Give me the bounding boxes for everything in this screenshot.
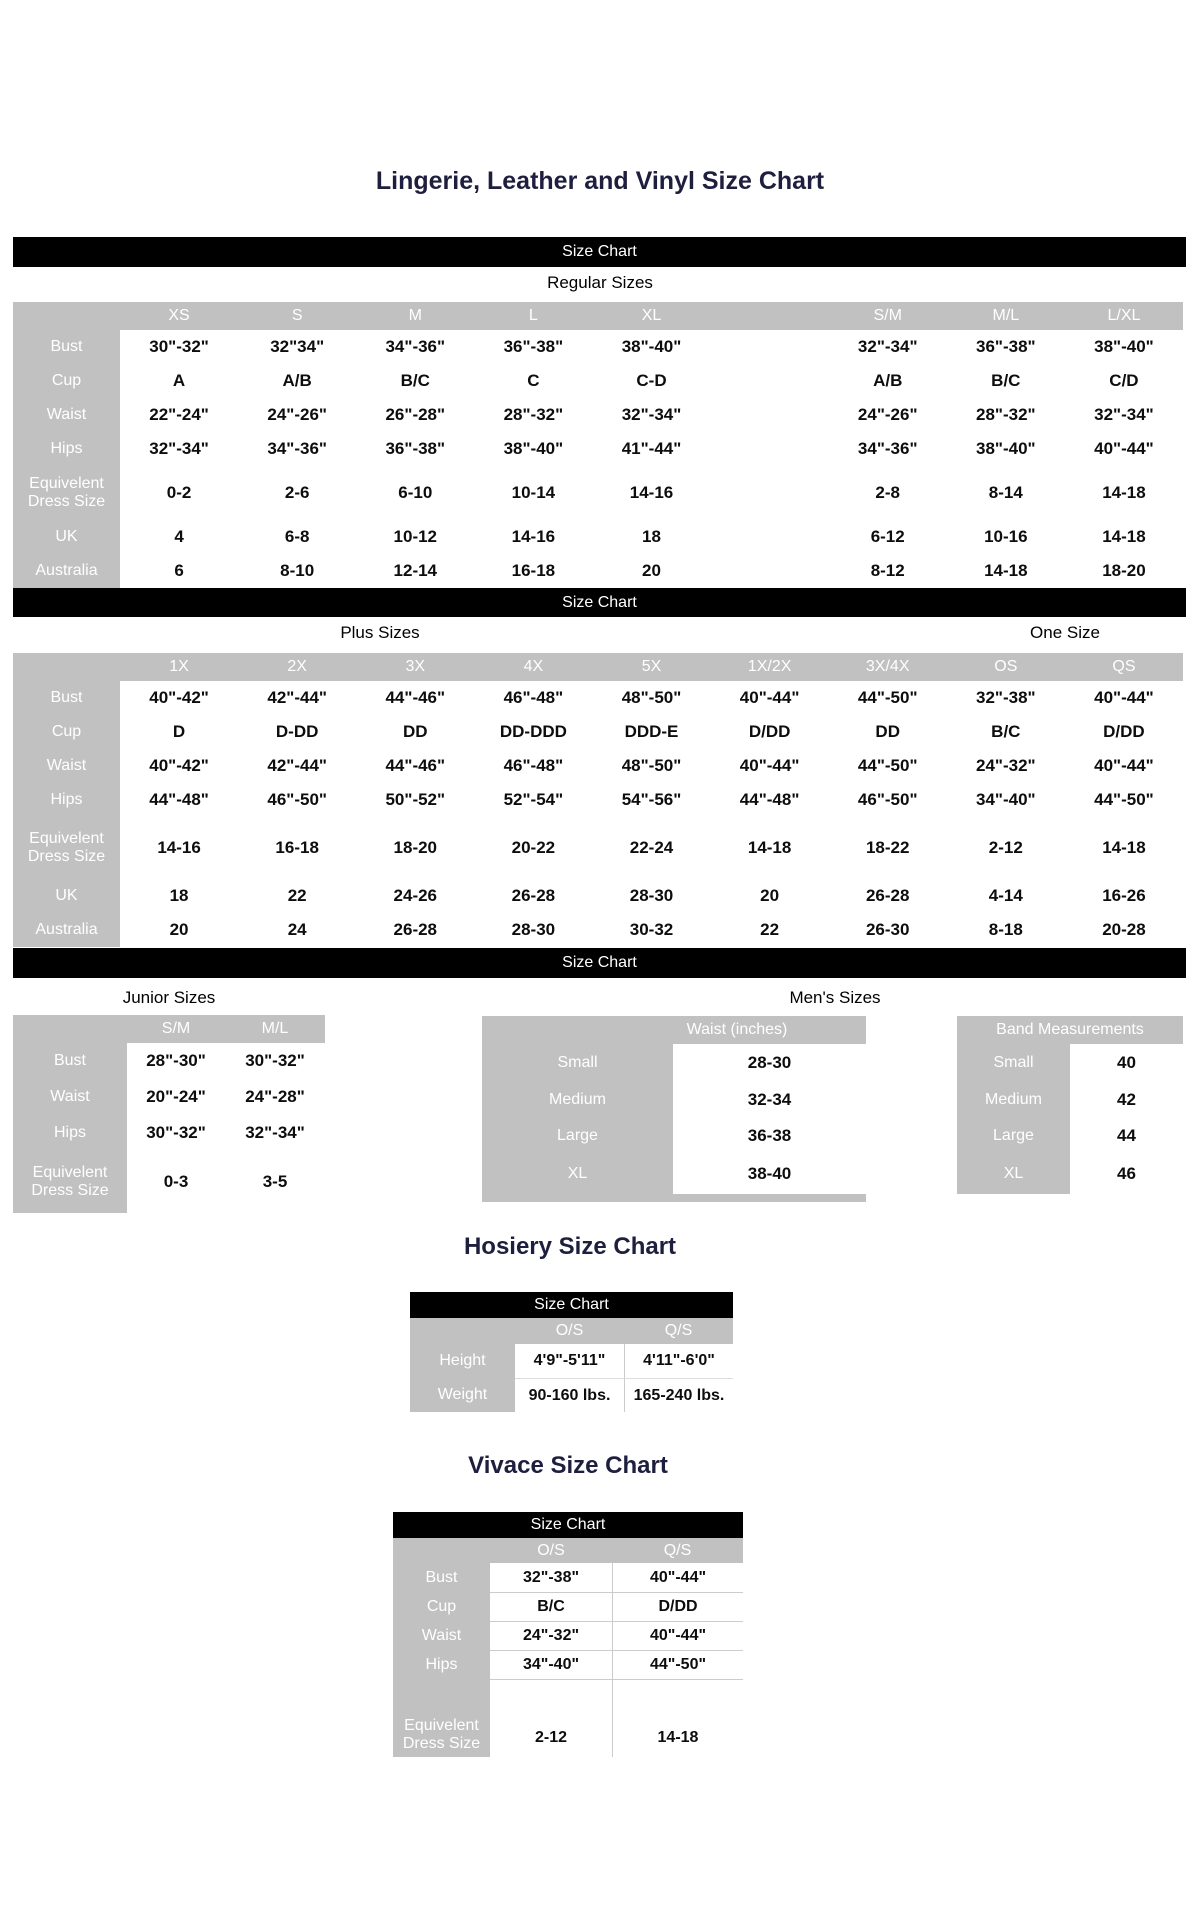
cell: 0-3 <box>127 1151 225 1213</box>
page-title: Lingerie, Leather and Vinyl Size Chart <box>375 167 825 195</box>
cell: 32"34" <box>238 330 356 364</box>
cell: 22"-24" <box>120 398 238 432</box>
cell: 38-40 <box>673 1154 866 1194</box>
mens-waist-table <box>482 1016 866 1202</box>
cell: 14-16 <box>592 466 710 520</box>
table-row <box>13 554 1183 588</box>
cell: 36"-38" <box>356 432 474 466</box>
cell: 46 <box>1070 1154 1183 1194</box>
cell <box>711 330 829 364</box>
mens-waist-header: Waist (inches) <box>686 1021 788 1038</box>
table-header-row <box>13 653 1183 681</box>
plus-sizes-table <box>13 653 1183 947</box>
cell: 28"-30" <box>127 1043 225 1079</box>
row-label: Small <box>993 1054 1034 1071</box>
cell: 18-22 <box>829 817 947 879</box>
table-row <box>13 466 1183 520</box>
table-row <box>13 681 1183 715</box>
cell: 36"-38" <box>947 330 1065 364</box>
column-header: M <box>356 302 474 330</box>
cell: 10-12 <box>356 520 474 554</box>
cell: D/DD <box>711 715 829 749</box>
cell: 16-18 <box>474 554 592 588</box>
cell: 0-2 <box>120 466 238 520</box>
column-header: 1X/2X <box>711 653 829 681</box>
cell: 38"-40" <box>947 432 1065 466</box>
cell <box>711 398 829 432</box>
row-label: Equivelent Dress Size <box>393 1679 490 1757</box>
cell: D-DD <box>238 715 356 749</box>
table-row <box>13 520 1183 554</box>
cell: B/C <box>356 364 474 398</box>
cell: 28-30 <box>592 879 710 913</box>
cell: 14-16 <box>474 520 592 554</box>
cell: A <box>120 364 238 398</box>
cell: 30"-32" <box>225 1043 325 1079</box>
row-label: Large <box>557 1127 598 1144</box>
cell: 32"-34" <box>225 1115 325 1151</box>
cell: 8-18 <box>947 913 1065 947</box>
cell <box>711 466 829 520</box>
cell: 8-10 <box>238 554 356 588</box>
column-header: 4X <box>474 653 592 681</box>
table-header-row <box>410 1318 733 1344</box>
cell: 90-160 lbs. <box>515 1378 624 1412</box>
table-row <box>13 817 1183 879</box>
cell: 54"-56" <box>592 783 710 817</box>
cell: 4'9"-5'11" <box>515 1344 624 1378</box>
column-header: S <box>238 302 356 330</box>
cell: 28-30 <box>673 1044 866 1082</box>
cell: 26-28 <box>474 879 592 913</box>
cell: 38"-40" <box>592 330 710 364</box>
cell: 32"-38" <box>947 681 1065 715</box>
cell: 20 <box>711 879 829 913</box>
row-label: Hips <box>13 432 120 466</box>
cell: 3-5 <box>225 1151 325 1213</box>
cell: 165-240 lbs. <box>624 1378 733 1412</box>
cell: DD <box>829 715 947 749</box>
table-row <box>957 1082 1183 1118</box>
plus-sizes-section-label: Plus Sizes <box>340 623 420 642</box>
cell: 34"-36" <box>238 432 356 466</box>
row-label: Cup <box>393 1592 490 1621</box>
cell: 24"-32" <box>490 1621 612 1650</box>
table-header-row <box>13 1015 325 1043</box>
cell: 6-12 <box>829 520 947 554</box>
cell <box>711 432 829 466</box>
cell: 32-34 <box>673 1082 866 1118</box>
cell: 20-22 <box>474 817 592 879</box>
column-header: QS <box>1065 653 1183 681</box>
row-label: Waist <box>13 1079 127 1115</box>
cell: 28-30 <box>474 913 592 947</box>
cell: 2-8 <box>829 466 947 520</box>
cell: 34"-40" <box>490 1650 612 1679</box>
cell: C/D <box>1065 364 1183 398</box>
column-header: M/L <box>947 302 1065 330</box>
cell: 36-38 <box>673 1118 866 1154</box>
cell: 40"-42" <box>120 681 238 715</box>
cell: 30"-32" <box>120 330 238 364</box>
cell: 38"-40" <box>1065 330 1183 364</box>
row-label: Hips <box>13 1115 127 1151</box>
column-header: L/XL <box>1065 302 1183 330</box>
size-chart-bar: Size Chart <box>13 948 1186 978</box>
hosiery-title: Hosiery Size Chart <box>463 1233 677 1260</box>
cell: 44"-46" <box>356 749 474 783</box>
cell: 22 <box>238 879 356 913</box>
mens-sizes-section-label: Men's Sizes <box>789 988 881 1007</box>
cell: DD-DDD <box>474 715 592 749</box>
column-header: S/M <box>127 1015 225 1043</box>
cell: 44"-50" <box>829 681 947 715</box>
cell: 10-14 <box>474 466 592 520</box>
cell: 26-30 <box>829 913 947 947</box>
table-row <box>482 1154 866 1194</box>
cell: 12-14 <box>356 554 474 588</box>
row-label: Waist <box>13 398 120 432</box>
column-header: 5X <box>592 653 710 681</box>
cell: 40"-44" <box>711 749 829 783</box>
cell: 4 <box>120 520 238 554</box>
table-row <box>393 1563 743 1592</box>
cell: 28"-32" <box>947 398 1065 432</box>
cell: B/C <box>490 1592 612 1621</box>
cell: 34"-36" <box>829 432 947 466</box>
table-row <box>13 398 1183 432</box>
table-row <box>393 1679 743 1757</box>
row-label: Hips <box>13 783 120 817</box>
cell: 40"-42" <box>120 749 238 783</box>
cell: 2-6 <box>238 466 356 520</box>
column-header: L <box>474 302 592 330</box>
cell: A/B <box>238 364 356 398</box>
cell: 24"-28" <box>225 1079 325 1115</box>
table-header-row <box>393 1538 743 1563</box>
cell: 52"-54" <box>474 783 592 817</box>
cell: 24"-26" <box>238 398 356 432</box>
cell: 46"-48" <box>474 749 592 783</box>
table-row <box>410 1378 733 1412</box>
regular-sizes-section-label: Regular Sizes <box>547 273 653 292</box>
cell: 32"-34" <box>829 330 947 364</box>
row-label: UK <box>13 520 120 554</box>
row-label: Bust <box>13 681 120 715</box>
cell: 16-26 <box>1065 879 1183 913</box>
cell: 32"-38" <box>490 1563 612 1592</box>
column-header: 2X <box>238 653 356 681</box>
cell: 6-8 <box>238 520 356 554</box>
cell: B/C <box>947 715 1065 749</box>
cell: 32"-34" <box>592 398 710 432</box>
cell: 38"-40" <box>474 432 592 466</box>
cell: 40"-44" <box>612 1621 743 1650</box>
row-label: Small <box>557 1054 598 1071</box>
cell: 20 <box>120 913 238 947</box>
cell: 8-14 <box>947 466 1065 520</box>
regular-sizes-table <box>13 302 1183 588</box>
cell: 22 <box>711 913 829 947</box>
cell: 46"-50" <box>238 783 356 817</box>
cell: 14-18 <box>947 554 1065 588</box>
row-label: Waist <box>13 749 120 783</box>
table-row <box>393 1621 743 1650</box>
vivace-table <box>393 1512 743 1757</box>
cell: 44"-46" <box>356 681 474 715</box>
vivace-grid <box>393 1538 743 1757</box>
cell: 14-18 <box>1065 520 1183 554</box>
table-row <box>410 1344 733 1378</box>
column-header: Q/S <box>624 1318 733 1344</box>
cell: 30"-32" <box>127 1115 225 1151</box>
cell: 14-16 <box>120 817 238 879</box>
cell: 8-12 <box>829 554 947 588</box>
row-label: Bust <box>13 330 120 364</box>
table-row <box>13 330 1183 364</box>
cell: 34"-36" <box>356 330 474 364</box>
column-header: XL <box>592 302 710 330</box>
hosiery-grid <box>410 1318 733 1412</box>
cell: 44"-48" <box>711 783 829 817</box>
cell: 18 <box>592 520 710 554</box>
cell: 44"-48" <box>120 783 238 817</box>
cell: DDD-E <box>592 715 710 749</box>
row-label: Height <box>410 1344 515 1378</box>
cell: 42 <box>1070 1082 1183 1118</box>
row-label: Hips <box>393 1650 490 1679</box>
table-row <box>13 1043 325 1079</box>
junior-sizes-section-label: Junior Sizes <box>122 988 216 1007</box>
mens-band-table <box>957 1016 1183 1194</box>
row-label: Weight <box>410 1378 515 1412</box>
cell: 32"-34" <box>120 432 238 466</box>
row-label: Bust <box>393 1563 490 1592</box>
row-label: Equivelent Dress Size <box>13 466 120 520</box>
cell: 44"-50" <box>829 749 947 783</box>
table-header-row <box>13 302 1183 330</box>
table-row <box>957 1118 1183 1154</box>
cell: 42"-44" <box>238 749 356 783</box>
table-row <box>13 715 1183 749</box>
cell: 14-18 <box>612 1679 743 1757</box>
cell: 20-28 <box>1065 913 1183 947</box>
cell: 20 <box>592 554 710 588</box>
cell: 24"-26" <box>829 398 947 432</box>
row-label: Cup <box>13 364 120 398</box>
cell: A/B <box>829 364 947 398</box>
cell: 20"-24" <box>127 1079 225 1115</box>
column-header: O/S <box>490 1538 612 1563</box>
cell: 26-28 <box>356 913 474 947</box>
table-row <box>13 1151 325 1213</box>
column-header: O/S <box>515 1318 624 1344</box>
plus-one-size-label-row <box>0 622 1200 646</box>
junior-mens-label-row <box>0 987 1200 1011</box>
cell: 16-18 <box>238 817 356 879</box>
cell: 44"-50" <box>1065 783 1183 817</box>
junior-sizes-table <box>13 1015 325 1213</box>
cell: 44"-50" <box>612 1650 743 1679</box>
cell: 32"-34" <box>1065 398 1183 432</box>
cell: D <box>120 715 238 749</box>
cell: 26-28 <box>829 879 947 913</box>
cell: DD <box>356 715 474 749</box>
cell: 40 <box>1070 1044 1183 1082</box>
one-size-section-label: One Size <box>1030 623 1100 642</box>
cell: 40"-44" <box>1065 432 1183 466</box>
cell: 24-26 <box>356 879 474 913</box>
hosiery-table <box>410 1292 733 1412</box>
column-header: 3X <box>356 653 474 681</box>
column-header: S/M <box>829 302 947 330</box>
row-label: Medium <box>985 1091 1042 1108</box>
cell: 24 <box>238 913 356 947</box>
corner-cell <box>13 653 120 681</box>
corner-cell <box>13 1015 127 1043</box>
cell: 30-32 <box>592 913 710 947</box>
cell: 2-12 <box>490 1679 612 1757</box>
cell: 6-10 <box>356 466 474 520</box>
table-row <box>482 1082 866 1118</box>
cell: 40"-44" <box>1065 681 1183 715</box>
cell: 48"-50" <box>592 681 710 715</box>
table-row <box>13 749 1183 783</box>
size-chart-bar: Size Chart <box>13 588 1186 617</box>
row-label: Equivelent Dress Size <box>13 817 120 879</box>
cell: 34"-40" <box>947 783 1065 817</box>
cell: C-D <box>592 364 710 398</box>
row-label: Medium <box>549 1091 606 1108</box>
cell: 40"-44" <box>1065 749 1183 783</box>
vivace-title: Vivace Size Chart <box>468 1452 668 1479</box>
row-label: UK <box>13 879 120 913</box>
table-row <box>482 1118 866 1154</box>
cell: 4'11"-6'0" <box>624 1344 733 1378</box>
size-chart-bar: Size Chart <box>393 1512 743 1538</box>
cell: 41"-44" <box>592 432 710 466</box>
cell: D/DD <box>1065 715 1183 749</box>
column-header: OS <box>947 653 1065 681</box>
table-row <box>393 1592 743 1621</box>
cell: 18 <box>120 879 238 913</box>
column-header: XS <box>120 302 238 330</box>
cell: 46"-50" <box>829 783 947 817</box>
cell: 14-18 <box>1065 817 1183 879</box>
cell: 46"-48" <box>474 681 592 715</box>
row-label: Bust <box>13 1043 127 1079</box>
cell: 14-18 <box>711 817 829 879</box>
row-label: Equivelent Dress Size <box>13 1151 127 1213</box>
row-label: Waist <box>393 1621 490 1650</box>
row-label: Cup <box>13 715 120 749</box>
table-row <box>13 879 1183 913</box>
cell: C <box>474 364 592 398</box>
row-label: Australia <box>13 554 120 588</box>
cell: 22-24 <box>592 817 710 879</box>
corner-cell <box>13 302 120 330</box>
table-row <box>13 1115 325 1151</box>
cell: 40"-44" <box>612 1563 743 1592</box>
mens-band-header: Band Measurements <box>996 1021 1144 1038</box>
row-label: Australia <box>13 913 120 947</box>
corner-cell <box>410 1318 515 1344</box>
row-label: Large <box>993 1127 1034 1144</box>
column-header: M/L <box>225 1015 325 1043</box>
corner-cell <box>393 1538 490 1563</box>
cell: 36"-38" <box>474 330 592 364</box>
size-chart-bar: Size Chart <box>410 1292 733 1318</box>
cell: 28"-32" <box>474 398 592 432</box>
cell: 18-20 <box>356 817 474 879</box>
table-row <box>13 783 1183 817</box>
table-row <box>957 1044 1183 1082</box>
row-label: XL <box>1003 1165 1024 1182</box>
table-row <box>957 1154 1183 1194</box>
cell: 24"-32" <box>947 749 1065 783</box>
row-label: XL <box>567 1165 588 1182</box>
cell: 48"-50" <box>592 749 710 783</box>
cell: 44 <box>1070 1118 1183 1154</box>
column-header <box>711 302 829 330</box>
cell: 26"-28" <box>356 398 474 432</box>
column-header: Q/S <box>612 1538 743 1563</box>
column-header: 3X/4X <box>829 653 947 681</box>
table-row <box>393 1650 743 1679</box>
cell: 42"-44" <box>238 681 356 715</box>
table-row <box>482 1044 866 1082</box>
table-row <box>13 913 1183 947</box>
cell: B/C <box>947 364 1065 398</box>
cell: 18-20 <box>1065 554 1183 588</box>
size-chart-bar: Size Chart <box>13 237 1186 267</box>
table-row <box>13 1079 325 1115</box>
cell: 4-14 <box>947 879 1065 913</box>
cell: 6 <box>120 554 238 588</box>
cell: 40"-44" <box>711 681 829 715</box>
cell: D/DD <box>612 1592 743 1621</box>
cell: 50"-52" <box>356 783 474 817</box>
column-header: 1X <box>120 653 238 681</box>
cell: 2-12 <box>947 817 1065 879</box>
cell <box>711 364 829 398</box>
table-row <box>13 432 1183 466</box>
table-row <box>13 364 1183 398</box>
cell: 10-16 <box>947 520 1065 554</box>
cell <box>711 554 829 588</box>
cell <box>711 520 829 554</box>
cell: 14-18 <box>1065 466 1183 520</box>
